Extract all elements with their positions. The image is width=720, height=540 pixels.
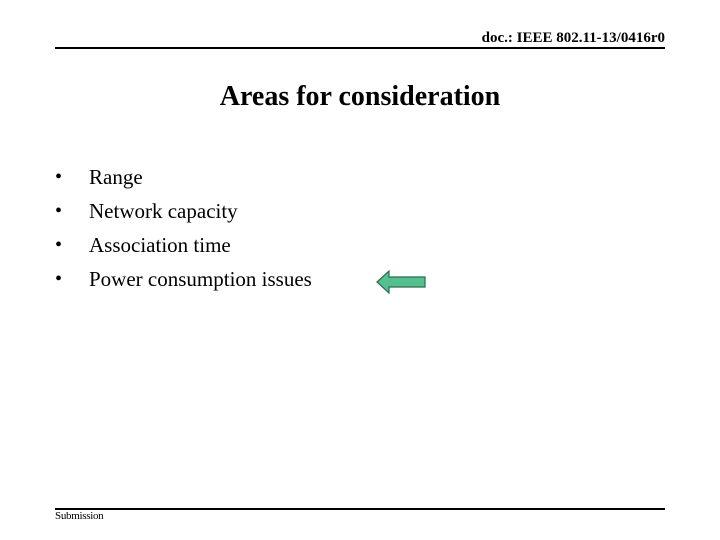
bullet-text: Power consumption issues (89, 266, 312, 291)
left-arrow-icon (376, 270, 428, 294)
slide-title: Areas for consideration (219, 81, 501, 112)
bullet-text: Range (89, 164, 143, 189)
bullet-icon: • (55, 199, 63, 222)
bullet-icon: • (55, 165, 63, 188)
doc-id: doc.: IEEE 802.11-13/0416r0 (481, 30, 665, 46)
footer-label: Submission (55, 510, 104, 522)
list-item (55, 228, 312, 262)
bullet-text: Network capacity (89, 198, 238, 223)
footer-rule (55, 508, 665, 510)
bullet-icon: • (55, 233, 63, 256)
bullet-icon: • (55, 267, 63, 290)
bullet-list (55, 160, 312, 296)
header-rule (55, 47, 665, 49)
list-item (55, 160, 312, 194)
list-item (55, 194, 312, 228)
list-item (55, 262, 312, 296)
bullet-text: Association time (89, 232, 231, 257)
